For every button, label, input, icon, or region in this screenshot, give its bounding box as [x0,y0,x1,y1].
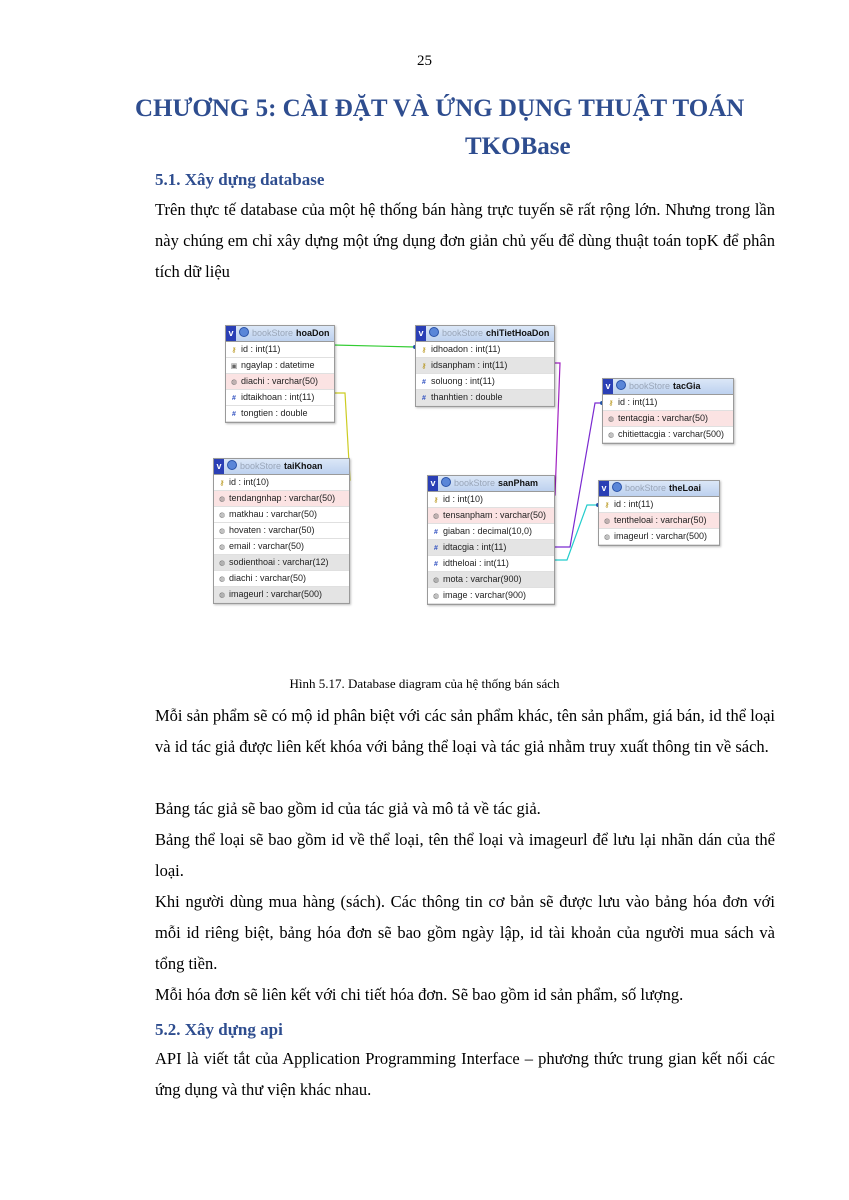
column: matkhau : varchar(50) [229,509,318,519]
chapter-title-line1: CHƯƠNG 5: CÀI ĐẶT VÀ ỨNG DỤNG THUẬT TOÁN [135,95,745,122]
table-name: chiTietHoaDon [486,328,550,338]
key-icon: ⚷ [433,497,439,504]
column: idsanpham : int(11) [431,360,508,370]
gear-icon [441,477,451,487]
relation-line-hoadon-chitiet [333,345,415,347]
column: tentheloai : varchar(50) [614,515,707,525]
column: giaban : decimal(10,0) [443,526,533,536]
text-icon: ◍ [218,592,226,599]
gear-icon [616,380,626,390]
view-icon: v [214,459,224,474]
number-icon: # [232,411,236,418]
text-icon: ◍ [230,379,238,386]
db-name: bookStore [240,461,282,471]
section-heading-api: 5.2. Xây dựng api [155,1020,283,1039]
column: tentacgia : varchar(50) [618,413,709,423]
text-icon: ◍ [603,534,611,541]
gear-icon [239,327,249,337]
number-icon: # [232,395,236,402]
table-hoadon[interactable] [225,325,335,423]
number-icon: # [434,529,438,536]
column: diachi : varchar(50) [229,573,307,583]
table-header [214,459,349,475]
column: idtaikhoan : int(11) [241,392,315,402]
body-paragraph-1: Mỗi sản phẩm sẽ có mộ id phân biệt với các sản phẩm khác, tên sản phẩm, giá bán, id thể loại và id tác giả được liên kết khóa với bảng thể loại và tác giả nhằm truy xuất thông tin về sách. [155,706,775,756]
column: tongtien : double [241,408,308,418]
text-icon: ◍ [218,496,226,503]
chapter-title-line2: TKOBase [465,133,571,160]
key-icon: ⚷ [231,347,237,354]
column: id : int(10) [229,477,270,487]
text-icon: ◍ [607,416,615,423]
table-tacgia[interactable] [602,378,734,444]
table-name: hoaDon [296,328,330,338]
column: mota : varchar(900) [443,574,522,584]
number-icon: # [434,561,438,568]
section-heading-database: 5.1. Xây dựng database [155,170,325,189]
key-icon: ⚷ [604,502,610,509]
key-icon: ⚷ [219,480,225,487]
text-icon: ◍ [218,560,226,567]
column: id : int(10) [443,494,484,504]
relation-line-sanpham-tacgia [553,403,602,547]
database-diagram [205,320,765,610]
db-name: bookStore [629,381,671,391]
column: idhoadon : int(11) [431,344,501,354]
column: sodienthoai : varchar(12) [229,557,329,567]
gear-icon [429,327,439,337]
db-name: bookStore [625,483,667,493]
text-icon: ◍ [218,576,226,583]
text-icon: ◍ [607,432,615,439]
db-name: bookStore [442,328,484,338]
intro-paragraph: Trên thực tế database của một hệ thống bán hàng trực tuyến sẽ rất rộng lớn. Nhưng trong lần này chúng em chỉ xây dựng một ứng dụng đơn giản chủ yếu để dùng thuật toán topK để phân tích dữ liệu [155,200,775,281]
number-icon: # [434,545,438,552]
db-name: bookStore [454,478,496,488]
column: email : varchar(50) [229,541,305,551]
figure-caption: Hình 5.17. Database diagram của hệ thống bán sách [289,676,560,691]
api-paragraph: API là viết tắt của Application Programming Interface – phương thức trung gian kết nối các ứng dụng và thư viện khác nhau. [155,1049,775,1099]
table-taikhoan[interactable] [213,458,350,604]
column: ngaylap : datetime [241,360,315,370]
text-icon: ◍ [603,518,611,525]
body-paragraph-5: Mỗi hóa đơn sẽ liên kết với chi tiết hóa đơn. Sẽ bao gồm id sản phẩm, số lượng. [155,985,684,1004]
column: diachi : varchar(50) [241,376,319,386]
column: idtheloai : int(11) [443,558,509,568]
column: hovaten : varchar(50) [229,525,315,535]
table-chitiethoadon[interactable] [415,325,555,407]
column: image : varchar(900) [443,590,527,600]
column: id : int(11) [241,344,281,354]
db-name: bookStore [252,328,294,338]
text-icon: ◍ [218,528,226,535]
column: tendangnhap : varchar(50) [229,493,336,503]
column: imageurl : varchar(500) [229,589,323,599]
view-icon: v [603,379,613,394]
number-icon: # [422,379,426,386]
key-icon: ⚷ [421,347,427,354]
table-name: theLoai [669,483,702,493]
column: thanhtien : double [431,392,503,402]
table-header [599,481,719,497]
table-name: sanPham [498,478,539,488]
text-icon: ◍ [432,577,440,584]
table-name: tacGia [673,381,701,391]
body-paragraph-3: Bảng thể loại sẽ bao gồm id về thể loại, tên thể loại và imageurl để lưu lại nhãn dán của thể loại. [155,830,775,880]
text-icon: ◍ [432,593,440,600]
table-theloai[interactable] [598,480,720,546]
page-number: 25 [417,53,432,69]
column: chitiettacgia : varchar(500) [618,429,725,439]
text-icon: ◍ [218,512,226,519]
column: idtacgia : int(11) [443,542,507,552]
table-header [416,326,554,342]
table-name: taiKhoan [284,461,323,471]
table-header [226,326,334,342]
body-paragraph-4: Khi người dùng mua hàng (sách). Các thông tin cơ bản sẽ được lưu vào bảng hóa đơn với mỗi id riêng biệt, bảng hóa đơn sẽ bao gồm ngày lập, id tài khoản của người mua sách và tổng tiền. [155,892,775,973]
column: imageurl : varchar(500) [614,531,708,541]
number-icon: # [422,395,426,402]
column: id : int(11) [618,397,658,407]
view-icon: v [599,481,609,496]
column: soluong : int(11) [431,376,495,386]
view-icon: v [416,326,426,341]
column: id : int(11) [614,499,654,509]
table-sanpham[interactable] [427,475,555,605]
chapter-title [135,90,775,166]
calendar-icon: ▣ [230,363,238,370]
text-icon: ◍ [432,513,440,520]
table-header [603,379,733,395]
gear-icon [612,482,622,492]
key-icon: ⚷ [421,363,427,370]
key-icon: ⚷ [608,400,614,407]
gear-icon [227,460,237,470]
table-header [428,476,554,492]
view-icon: v [428,476,438,491]
view-icon: v [226,326,236,341]
body-paragraph-2: Bảng tác giả sẽ bao gồm id của tác giả và mô tả về tác giả. [155,799,541,818]
column: tensanpham : varchar(50) [443,510,547,520]
text-icon: ◍ [218,544,226,551]
